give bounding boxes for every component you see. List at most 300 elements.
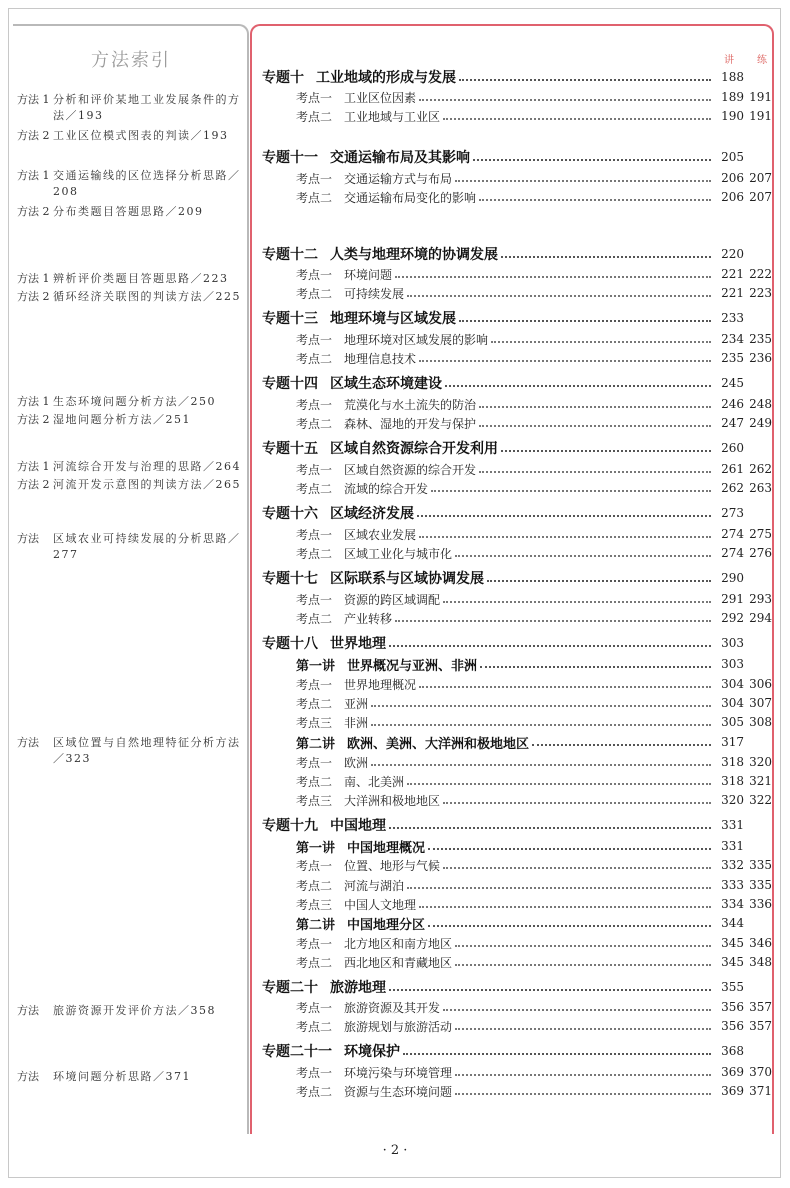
- dot-leader: [455, 1028, 711, 1030]
- toc-title: 交通运输方式与布局: [344, 171, 453, 186]
- method-index-title: 方法索引: [91, 50, 171, 71]
- toc-point-row[interactable]: [262, 460, 772, 478]
- method-item: [17, 92, 243, 124]
- toc-label: 第一讲: [296, 840, 336, 856]
- toc-label: 第二讲: [296, 917, 336, 933]
- dot-leader: [479, 471, 711, 473]
- toc-point-row[interactable]: [262, 953, 772, 971]
- toc-title: 中国地理: [330, 818, 386, 834]
- dot-leader: [371, 764, 711, 766]
- toc-title: 亚洲: [344, 696, 369, 711]
- toc-label: 考点一: [296, 1000, 333, 1015]
- dot-leader: [428, 848, 711, 850]
- toc-title: 工业区位因素: [344, 90, 417, 105]
- practice-page-number: 276: [749, 546, 772, 560]
- toc-label: 专题十七: [262, 571, 318, 587]
- dot-leader: [431, 490, 711, 492]
- toc-point-row[interactable]: [262, 856, 772, 874]
- toc-title: 产业转移: [344, 611, 393, 626]
- method-label: 方法: [17, 532, 39, 545]
- toc-topic-row[interactable]: [262, 148, 772, 166]
- practice-page-number: 335: [749, 858, 772, 872]
- toc-label: 考点二: [296, 611, 333, 626]
- method-text: 交通运输线的区位选择分析思路／208: [53, 169, 241, 198]
- lecture-page-number: 273: [721, 506, 744, 520]
- toc-point-row[interactable]: [262, 414, 772, 432]
- method-label: 方法 2: [17, 129, 50, 142]
- dot-leader: [459, 320, 711, 322]
- dot-leader: [419, 906, 711, 908]
- lecture-page-number: 356: [721, 1000, 744, 1014]
- toc-label: 考点二: [296, 190, 333, 205]
- toc-label: 考点一: [296, 397, 333, 412]
- lecture-page-number: 332: [721, 858, 744, 872]
- method-label: 方法: [17, 736, 39, 749]
- practice-page-number: 293: [749, 592, 772, 606]
- toc-label: 考点一: [296, 527, 333, 542]
- practice-page-number: 236: [749, 351, 772, 365]
- toc-label: 考点一: [296, 677, 333, 692]
- dot-leader: [371, 724, 711, 726]
- toc-title: 欧洲: [344, 755, 369, 770]
- dot-leader: [455, 1093, 711, 1095]
- toc-label: 考点二: [296, 1084, 333, 1099]
- toc-label: 考点二: [296, 878, 333, 893]
- toc-label: 考点三: [296, 793, 333, 808]
- toc-point-row[interactable]: [262, 791, 772, 809]
- toc-title: 环境问题: [344, 267, 393, 282]
- toc-point-row[interactable]: [262, 395, 772, 413]
- practice-page-number: 191: [749, 109, 772, 123]
- practice-page-number: 370: [749, 1065, 772, 1079]
- toc-point-row[interactable]: [262, 675, 772, 693]
- toc-title: 世界地理概况: [344, 677, 417, 692]
- toc-label: 专题十六: [262, 506, 318, 522]
- toc-label: 考点三: [296, 715, 333, 730]
- lecture-page-number: 292: [721, 611, 744, 625]
- lecture-page-number: 206: [721, 190, 744, 204]
- toc-point-row[interactable]: [262, 525, 772, 543]
- toc-label: 考点一: [296, 936, 333, 951]
- lecture-page-number: 220: [721, 247, 744, 261]
- dot-leader: [487, 580, 711, 582]
- toc-label: 考点二: [296, 774, 333, 789]
- method-item: [17, 128, 243, 144]
- toc-point-row[interactable]: [262, 694, 772, 712]
- dot-leader: [479, 199, 711, 201]
- toc-point-row[interactable]: [262, 934, 772, 952]
- dot-leader: [455, 180, 711, 182]
- method-item: [17, 204, 243, 220]
- toc-point-row[interactable]: [262, 349, 772, 367]
- dot-leader: [455, 1074, 711, 1076]
- method-text: 工业区位模式图表的判读／193: [53, 129, 229, 142]
- toc-lecture-row[interactable]: [262, 837, 772, 855]
- toc-point-row[interactable]: [262, 609, 772, 627]
- lecture-page-number: 369: [721, 1084, 744, 1098]
- toc-label: 考点二: [296, 546, 333, 561]
- toc-title: 中国人文地理: [344, 897, 417, 912]
- dot-leader: [443, 867, 711, 869]
- lecture-page-number: 262: [721, 481, 744, 495]
- method-label: 方法 2: [17, 478, 50, 491]
- lecture-page-number: 246: [721, 397, 744, 411]
- toc-topic-row[interactable]: [262, 68, 772, 86]
- practice-page-number: 357: [749, 1000, 772, 1014]
- lecture-page-number: 235: [721, 351, 744, 365]
- practice-page-number: 249: [749, 416, 772, 430]
- toc-label: 专题十三: [262, 311, 318, 327]
- lecture-page-number: 331: [721, 818, 744, 832]
- toc-topic-row[interactable]: [262, 309, 772, 327]
- toc-title: 工业地域的形成与发展: [316, 70, 456, 86]
- toc-title: 区域生态环境建设: [330, 376, 442, 392]
- toc-title: 流域的综合开发: [344, 481, 429, 496]
- lecture-page-number: 331: [721, 839, 744, 853]
- method-item: [17, 1003, 243, 1019]
- toc-title: 区域工业化与城市化: [344, 546, 453, 561]
- toc-label: 专题十二: [262, 247, 318, 263]
- toc-point-row[interactable]: [262, 590, 772, 608]
- toc-topic-row[interactable]: [262, 569, 772, 587]
- toc-point-row[interactable]: [262, 265, 772, 283]
- practice-page-number: 191: [749, 90, 772, 104]
- toc-title: 欧洲、美洲、大洋洲和极地地区: [347, 736, 530, 752]
- toc-label: 考点一: [296, 267, 333, 282]
- toc-label: 考点一: [296, 755, 333, 770]
- dot-leader: [407, 887, 711, 889]
- lecture-page-number: 303: [721, 636, 744, 650]
- lecture-page-number: 206: [721, 171, 744, 185]
- toc-point-row[interactable]: [262, 1063, 772, 1081]
- toc-lecture-row[interactable]: [262, 655, 772, 673]
- toc-label: 专题十: [262, 70, 304, 86]
- method-label: 方法 1: [17, 93, 50, 106]
- toc-title: 世界概况与亚洲、非洲: [347, 658, 478, 674]
- toc-title: 资源的跨区域调配: [344, 592, 441, 607]
- toc-title: 旅游资源及其开发: [344, 1000, 441, 1015]
- practice-page-number: 207: [749, 171, 772, 185]
- lecture-page-number: 344: [721, 916, 744, 930]
- method-label: 方法 1: [17, 169, 50, 182]
- toc-label: 考点一: [296, 592, 333, 607]
- practice-page-number: 306: [749, 677, 772, 691]
- toc-label: 考点二: [296, 696, 333, 711]
- dot-leader: [403, 1053, 711, 1055]
- lecture-page-number: 345: [721, 955, 744, 969]
- toc-label: 专题十八: [262, 636, 318, 652]
- dot-leader: [389, 989, 711, 991]
- lecture-page-number: 190: [721, 109, 744, 123]
- dot-leader: [532, 744, 711, 746]
- toc-point-row[interactable]: [262, 998, 772, 1016]
- dot-leader: [501, 256, 711, 258]
- toc-topic-row[interactable]: [262, 634, 772, 652]
- toc-label: 考点一: [296, 1065, 333, 1080]
- lecture-page-number: 368: [721, 1044, 744, 1058]
- lecture-page-number: 303: [721, 657, 744, 671]
- lecture-page-number: 333: [721, 878, 744, 892]
- lecture-page-number: 290: [721, 571, 744, 585]
- lecture-page-number: 355: [721, 980, 744, 994]
- dot-leader: [455, 555, 711, 557]
- lecture-page-number: 221: [721, 286, 744, 300]
- lecture-page-number: 260: [721, 441, 744, 455]
- method-item: [17, 1069, 243, 1085]
- practice-page-number: 235: [749, 332, 772, 346]
- toc-title: 交通运输布局变化的影响: [344, 190, 477, 205]
- practice-page-number: 336: [749, 897, 772, 911]
- toc-label: 第二讲: [296, 736, 336, 752]
- lecture-page-number: 345: [721, 936, 744, 950]
- toc-title: 环境保护: [344, 1044, 400, 1060]
- dot-leader: [501, 450, 711, 452]
- toc-point-row[interactable]: [262, 772, 772, 790]
- method-label: 方法 2: [17, 290, 50, 303]
- toc-lecture-row[interactable]: [262, 733, 772, 751]
- toc-label: 专题十一: [262, 150, 318, 166]
- method-item: [17, 394, 243, 410]
- toc-title: 区域经济发展: [330, 506, 414, 522]
- toc-point-row[interactable]: [262, 895, 772, 913]
- method-text: 旅游资源开发评价方法／358: [53, 1004, 216, 1017]
- dot-leader: [419, 686, 711, 688]
- toc-title: 工业地域与工业区: [344, 109, 441, 124]
- toc-topic-row[interactable]: [262, 1042, 772, 1060]
- toc-label: 考点一: [296, 332, 333, 347]
- toc-label: 考点一: [296, 858, 333, 873]
- practice-page-number: 263: [749, 481, 772, 495]
- lecture-page-number: 369: [721, 1065, 744, 1079]
- lecture-page-number: 245: [721, 376, 744, 390]
- toc-point-row[interactable]: [262, 713, 772, 731]
- lecture-page-number: 274: [721, 527, 744, 541]
- toc-title: 中国地理分区: [347, 917, 426, 933]
- lecture-page-number: 320: [721, 793, 744, 807]
- method-label: 方法: [17, 1070, 39, 1083]
- toc-point-row[interactable]: [262, 330, 772, 348]
- page-number: · 2 ·: [382, 1143, 408, 1158]
- toc-point-row[interactable]: [262, 188, 772, 206]
- method-item: [17, 168, 243, 200]
- dot-leader: [419, 536, 711, 538]
- lecture-page-number: 317: [721, 735, 744, 749]
- dot-leader: [480, 666, 711, 668]
- lecture-page-number: 205: [721, 150, 744, 164]
- dot-leader: [419, 99, 711, 101]
- toc-title: 地理信息技术: [344, 351, 417, 366]
- lecture-page-number: 318: [721, 774, 744, 788]
- dot-leader: [455, 945, 711, 947]
- toc-title: 地理环境对区域发展的影响: [344, 332, 489, 347]
- method-text: 区域农业可持续发展的分析思路／277: [53, 532, 241, 561]
- toc-point-row[interactable]: [262, 544, 772, 562]
- toc-point-row[interactable]: [262, 284, 772, 302]
- toc-label: 考点一: [296, 462, 333, 477]
- toc-title: 河流与湖泊: [344, 878, 405, 893]
- lecture-page-number: 318: [721, 755, 744, 769]
- toc-title: 区际联系与区域协调发展: [330, 571, 484, 587]
- toc-label: 考点二: [296, 286, 333, 301]
- practice-page-number: 222: [749, 267, 772, 281]
- practice-page-number: 223: [749, 286, 772, 300]
- dot-leader: [479, 425, 711, 427]
- practice-column-header: 练: [757, 55, 767, 66]
- toc-label: 第一讲: [296, 658, 336, 674]
- method-label: 方法 1: [17, 460, 50, 473]
- method-item: [17, 271, 243, 287]
- dot-leader: [419, 360, 711, 362]
- toc-point-row[interactable]: [262, 1082, 772, 1100]
- toc-title: 区域农业发展: [344, 527, 417, 542]
- toc-point-row[interactable]: [262, 876, 772, 894]
- method-text: 湿地问题分析方法／251: [53, 413, 191, 426]
- practice-page-number: 371: [749, 1084, 772, 1098]
- toc-label: 考点一: [296, 171, 333, 186]
- toc-label: 专题十五: [262, 441, 318, 457]
- lecture-page-number: 233: [721, 311, 744, 325]
- toc-title: 旅游地理: [330, 980, 386, 996]
- toc-topic-row[interactable]: [262, 245, 772, 263]
- method-text: 区域位置与自然地理特征分析方法／323: [53, 736, 241, 765]
- practice-page-number: 262: [749, 462, 772, 476]
- toc-point-row[interactable]: [262, 88, 772, 106]
- toc-title: 非洲: [344, 715, 369, 730]
- lecture-page-number: 221: [721, 267, 744, 281]
- dot-leader: [428, 925, 711, 927]
- lecture-page-number: 304: [721, 696, 744, 710]
- method-item: [17, 531, 243, 563]
- toc-label: 考点二: [296, 1019, 333, 1034]
- toc-title: 环境污染与环境管理: [344, 1065, 453, 1080]
- practice-page-number: 346: [749, 936, 772, 950]
- dot-leader: [389, 827, 711, 829]
- toc-title: 人类与地理环境的协调发展: [330, 247, 498, 263]
- toc-topic-row[interactable]: [262, 504, 772, 522]
- method-item: [17, 289, 243, 305]
- toc-label: 专题二十一: [262, 1044, 332, 1060]
- practice-page-number: 322: [749, 793, 772, 807]
- toc-label: 考点二: [296, 351, 333, 366]
- toc-title: 中国地理概况: [347, 840, 426, 856]
- method-text: 生态环境问题分析方法／250: [53, 395, 216, 408]
- practice-page-number: 348: [749, 955, 772, 969]
- toc-title: 世界地理: [330, 636, 386, 652]
- practice-page-number: 275: [749, 527, 772, 541]
- toc-title: 资源与生态环境问题: [344, 1084, 453, 1099]
- lecture-page-number: 274: [721, 546, 744, 560]
- dot-leader: [395, 276, 711, 278]
- toc-title: 区域自然资源综合开发利用: [330, 441, 498, 457]
- method-label: 方法: [17, 1004, 39, 1017]
- toc-label: 考点二: [296, 955, 333, 970]
- method-label: 方法 1: [17, 395, 50, 408]
- toc-label: 考点二: [296, 416, 333, 431]
- lecture-page-number: 189: [721, 90, 744, 104]
- toc-topic-row[interactable]: [262, 439, 772, 457]
- toc-topic-row[interactable]: [262, 374, 772, 392]
- practice-page-number: 307: [749, 696, 772, 710]
- method-text: 河流综合开发与治理的思路／264: [53, 460, 241, 473]
- lecture-page-number: 261: [721, 462, 744, 476]
- method-label: 方法 2: [17, 205, 50, 218]
- dot-leader: [407, 783, 711, 785]
- toc-lecture-row[interactable]: [262, 914, 772, 932]
- practice-page-number: 294: [749, 611, 772, 625]
- practice-page-number: 248: [749, 397, 772, 411]
- practice-page-number: 207: [749, 190, 772, 204]
- lecture-page-number: 291: [721, 592, 744, 606]
- method-item: [17, 477, 243, 493]
- toc-label: 专题十九: [262, 818, 318, 834]
- toc-point-row[interactable]: [262, 1017, 772, 1035]
- toc-title: 地理环境与区域发展: [330, 311, 456, 327]
- practice-page-number: 357: [749, 1019, 772, 1033]
- toc-title: 交通运输布局及其影响: [330, 150, 470, 166]
- method-text: 辨析评价类题目答题思路／223: [53, 272, 229, 285]
- dot-leader: [455, 964, 711, 966]
- dot-leader: [443, 802, 711, 804]
- toc-point-row[interactable]: [262, 753, 772, 771]
- dot-leader: [389, 645, 711, 647]
- practice-page-number: 308: [749, 715, 772, 729]
- toc-label: 考点二: [296, 481, 333, 496]
- dot-leader: [491, 341, 711, 343]
- toc-title: 西北地区和青藏地区: [344, 955, 453, 970]
- toc-title: 荒漠化与水土流失的防治: [344, 397, 477, 412]
- toc-title: 森林、湿地的开发与保护: [344, 416, 477, 431]
- lecture-page-number: 334: [721, 897, 744, 911]
- lecture-page-number: 188: [721, 70, 744, 84]
- lecture-page-number: 356: [721, 1019, 744, 1033]
- practice-page-number: 321: [749, 774, 772, 788]
- toc-point-row[interactable]: [262, 479, 772, 497]
- toc-topic-row[interactable]: [262, 978, 772, 996]
- practice-page-number: 320: [749, 755, 772, 769]
- practice-page-number: 335: [749, 878, 772, 892]
- dot-leader: [473, 159, 711, 161]
- dot-leader: [479, 406, 711, 408]
- method-text: 循环经济关联图的判读方法／225: [53, 290, 241, 303]
- dot-leader: [443, 118, 711, 120]
- toc-title: 南、北美洲: [344, 774, 405, 789]
- lecture-page-number: 305: [721, 715, 744, 729]
- dot-leader: [445, 385, 711, 387]
- toc-title: 旅游规划与旅游活动: [344, 1019, 453, 1034]
- toc-title: 区域自然资源的综合开发: [344, 462, 477, 477]
- toc-point-row[interactable]: [262, 169, 772, 187]
- dot-leader: [395, 620, 711, 622]
- toc-label: 专题十四: [262, 376, 318, 392]
- method-item: [17, 735, 243, 767]
- method-text: 河流开发示意图的判读方法／265: [53, 478, 241, 491]
- method-label: 方法 2: [17, 413, 50, 426]
- lecture-page-number: 247: [721, 416, 744, 430]
- lecture-page-number: 304: [721, 677, 744, 691]
- method-text: 分布类题目答题思路／209: [53, 205, 204, 218]
- dot-leader: [417, 515, 711, 517]
- dot-leader: [443, 1009, 711, 1011]
- lecture-page-number: 234: [721, 332, 744, 346]
- toc-title: 可持续发展: [344, 286, 405, 301]
- method-label: 方法 1: [17, 272, 50, 285]
- toc-label: 考点一: [296, 90, 333, 105]
- lecture-column-header: 讲: [724, 55, 734, 66]
- dot-leader: [407, 295, 711, 297]
- method-text: 分析和评价某地工业发展条件的方法／193: [53, 93, 241, 122]
- toc-topic-row[interactable]: [262, 816, 772, 834]
- toc-point-row[interactable]: [262, 107, 772, 125]
